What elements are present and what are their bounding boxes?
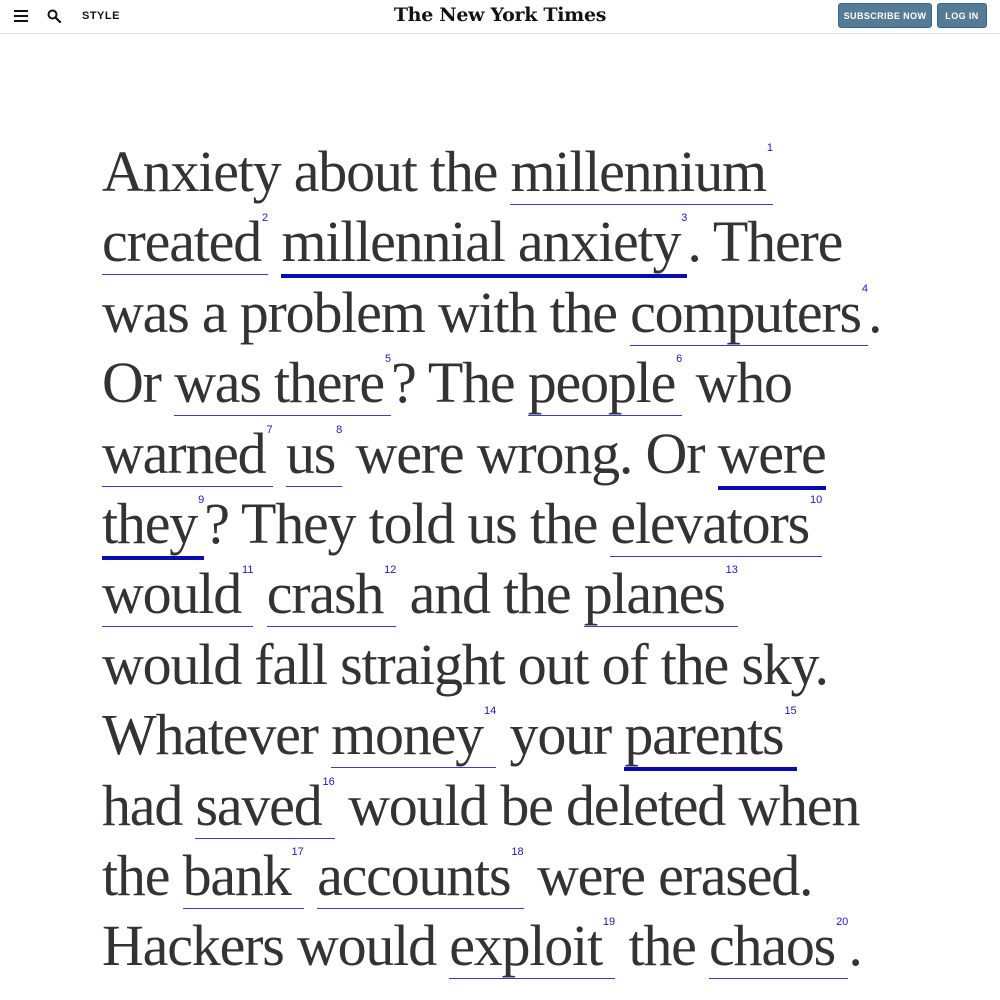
search-icon[interactable] [47, 9, 61, 23]
annotated-term-text: chaos [709, 913, 836, 979]
annotation-number[interactable]: 14 [483, 705, 497, 718]
annotated-term-link[interactable] [510, 139, 773, 205]
article-text: . Or [102, 279, 882, 416]
article-text: were wrong. Or [342, 420, 718, 486]
annotation-number[interactable]: 7 [266, 423, 273, 436]
article-text [253, 561, 266, 626]
annotation-number[interactable]: 12 [384, 564, 397, 577]
annotation-number[interactable]: 4 [861, 282, 869, 295]
article-text: the [615, 913, 709, 979]
annotation-number[interactable]: 13 [725, 564, 738, 577]
annotation-number[interactable]: 3 [681, 212, 688, 225]
annotation-number[interactable]: 1 [766, 142, 774, 154]
annotated-term-text: were they [102, 420, 826, 557]
annotated-term-link[interactable] [102, 561, 253, 627]
annotated-term-link[interactable] [331, 702, 496, 768]
annotated-term-text: saved [195, 772, 322, 838]
annotated-term-text: millennial anxiety [281, 209, 681, 275]
annotated-term-text: people [527, 350, 676, 416]
annotated-term-text: was there [174, 350, 384, 416]
annotated-term-text: planes [583, 561, 725, 627]
article-text: would be deleted when the [102, 772, 860, 909]
annotated-term-link[interactable] [624, 702, 796, 771]
annotation-number[interactable]: 2 [262, 212, 269, 225]
article-text: . [848, 913, 862, 979]
article-text: Anxiety about the [102, 139, 511, 204]
annotation-number[interactable]: 9 [198, 494, 205, 507]
annotated-term-text: would [102, 561, 242, 627]
annotated-term-link[interactable] [317, 843, 524, 909]
annotation-number[interactable]: 20 [836, 916, 849, 929]
annotated-term-link[interactable] [449, 913, 615, 979]
annotation-number[interactable]: 5 [384, 353, 392, 366]
annotated-term-link[interactable] [183, 843, 304, 909]
annotated-term-text: millennium [510, 139, 766, 204]
annotated-term-link[interactable] [174, 350, 391, 416]
article-text: who [682, 350, 792, 416]
article-text: . There was a problem with the [102, 209, 843, 345]
article-text: ? The [391, 350, 528, 416]
annotated-term-text: accounts [317, 843, 511, 909]
article-body [102, 137, 882, 982]
annotated-term-text: us [285, 420, 336, 486]
annotated-term-text: parents [624, 702, 784, 768]
annotated-term-link[interactable] [584, 561, 738, 627]
annotation-number[interactable]: 17 [291, 846, 304, 859]
annotation-number[interactable]: 10 [809, 494, 823, 507]
article-text [304, 843, 317, 908]
top-navigation-bar [0, 0, 1000, 34]
annotated-term-text: warned [102, 420, 266, 486]
annotated-term-link[interactable] [286, 421, 342, 487]
annotated-term-text: created [102, 209, 262, 275]
annotation-number[interactable]: 6 [676, 353, 683, 366]
annotation-number[interactable]: 19 [602, 916, 616, 929]
annotated-term-link[interactable] [195, 773, 334, 839]
annotated-term-link[interactable] [281, 209, 687, 278]
annotated-term-text: exploit [449, 913, 602, 979]
article-text: ? They told us the [204, 491, 611, 557]
annotated-term-link[interactable] [610, 491, 822, 557]
article-text: were erased. Hackers would [102, 843, 813, 979]
article-text: had [102, 772, 196, 838]
annotated-term-text: elevators [610, 491, 809, 557]
annotation-number[interactable]: 18 [511, 846, 524, 859]
annotated-term-link[interactable] [102, 421, 273, 487]
annotated-term-link[interactable] [528, 350, 683, 416]
annotated-term-text: bank [182, 843, 291, 909]
annotated-term-link[interactable] [709, 913, 848, 979]
annotated-term-link[interactable] [267, 561, 397, 627]
article-text [268, 209, 281, 274]
article-text: would fall straight out of the sky. Whatever [102, 631, 828, 768]
annotated-term-text: money [331, 702, 483, 768]
annotated-term-text: crash [266, 561, 384, 627]
article-text [273, 421, 286, 486]
annotated-term-link[interactable] [630, 280, 868, 346]
annotation-number[interactable]: 15 [784, 705, 797, 718]
article-text: and the [396, 561, 584, 627]
annotation-number[interactable]: 8 [336, 423, 343, 436]
subscribe-button[interactable]: SUBSCRIBE NOW [838, 3, 932, 28]
nyt-logo[interactable]: The New York Times [393, 4, 607, 26]
annotated-term-text: computers [630, 279, 861, 345]
annotation-number[interactable]: 16 [322, 775, 335, 788]
article-text: your [496, 702, 625, 768]
hamburger-menu-icon[interactable] [14, 10, 28, 22]
login-button[interactable]: LOG IN [937, 3, 987, 28]
annotation-number[interactable]: 11 [242, 564, 254, 577]
annotated-term-link[interactable] [102, 209, 268, 275]
section-link-style[interactable]: STYLE [82, 10, 120, 22]
